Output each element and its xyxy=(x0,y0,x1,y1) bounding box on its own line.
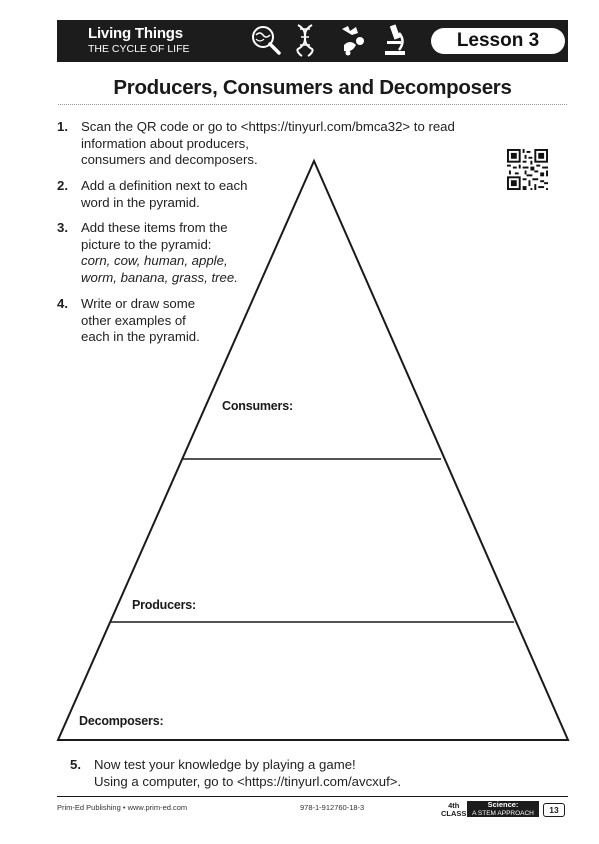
instruction-line: picture to the pyramid: xyxy=(81,236,212,252)
instruction-line: Write or draw some xyxy=(81,296,196,311)
item-list-line: worm, banana, grass, tree. xyxy=(81,269,238,285)
instruction-line: Now test your knowledge by playing a game! xyxy=(94,757,356,772)
page-title: Producers, Consumers and Decomposers xyxy=(113,76,512,99)
footer-series-badge xyxy=(467,801,539,817)
footer-rule xyxy=(57,796,568,797)
instruction-number: 2. xyxy=(57,178,68,193)
instruction-5 xyxy=(70,757,530,791)
decomposers-label: Decomposers: xyxy=(79,714,164,728)
class-level: 4th xyxy=(448,801,460,810)
instruction-line: Scan the QR code or go to <https://tinyurl.com/bmca32> to read xyxy=(81,119,455,134)
series-title: Science: xyxy=(487,800,519,809)
class-label: CLASS xyxy=(441,809,467,818)
producers-label: Producers: xyxy=(132,598,196,612)
series-subtitle: A STEM APPROACH xyxy=(472,809,534,817)
instruction-line: information about producers, xyxy=(81,135,249,151)
instruction-number: 4. xyxy=(57,296,68,311)
item-list-line: corn, cow, human, apple, xyxy=(81,253,228,268)
instruction-line: other examples of xyxy=(81,312,186,328)
instruction-line: each in the pyramid. xyxy=(81,329,200,344)
instruction-line: Using a computer, go to <https://tinyurl.com/avcxuf>. xyxy=(94,773,402,789)
instruction-line: Add these items from the xyxy=(81,220,228,235)
header-subtitle: THE CYCLE OF LIFE xyxy=(88,43,190,55)
footer-class-badge xyxy=(441,802,466,818)
lesson-badge: Lesson 3 xyxy=(431,28,565,54)
instruction-number: 5. xyxy=(70,757,81,772)
footer-isbn: 978-1-912760-18-3 xyxy=(300,803,365,812)
instruction-number: 3. xyxy=(57,220,68,235)
instruction-number: 1. xyxy=(57,119,68,134)
footer-publisher: Prim-Ed Publishing • www.prim-ed.com xyxy=(57,803,188,812)
consumers-label: Consumers: xyxy=(222,399,293,413)
instruction-line: word in the pyramid. xyxy=(81,194,200,210)
header-title: Living Things xyxy=(88,25,183,42)
instruction-line: Add a definition next to each xyxy=(81,178,248,193)
instruction-line: consumers and decomposers. xyxy=(81,152,258,167)
pyramid-outline xyxy=(58,161,568,740)
page-number: 13 xyxy=(543,803,565,817)
